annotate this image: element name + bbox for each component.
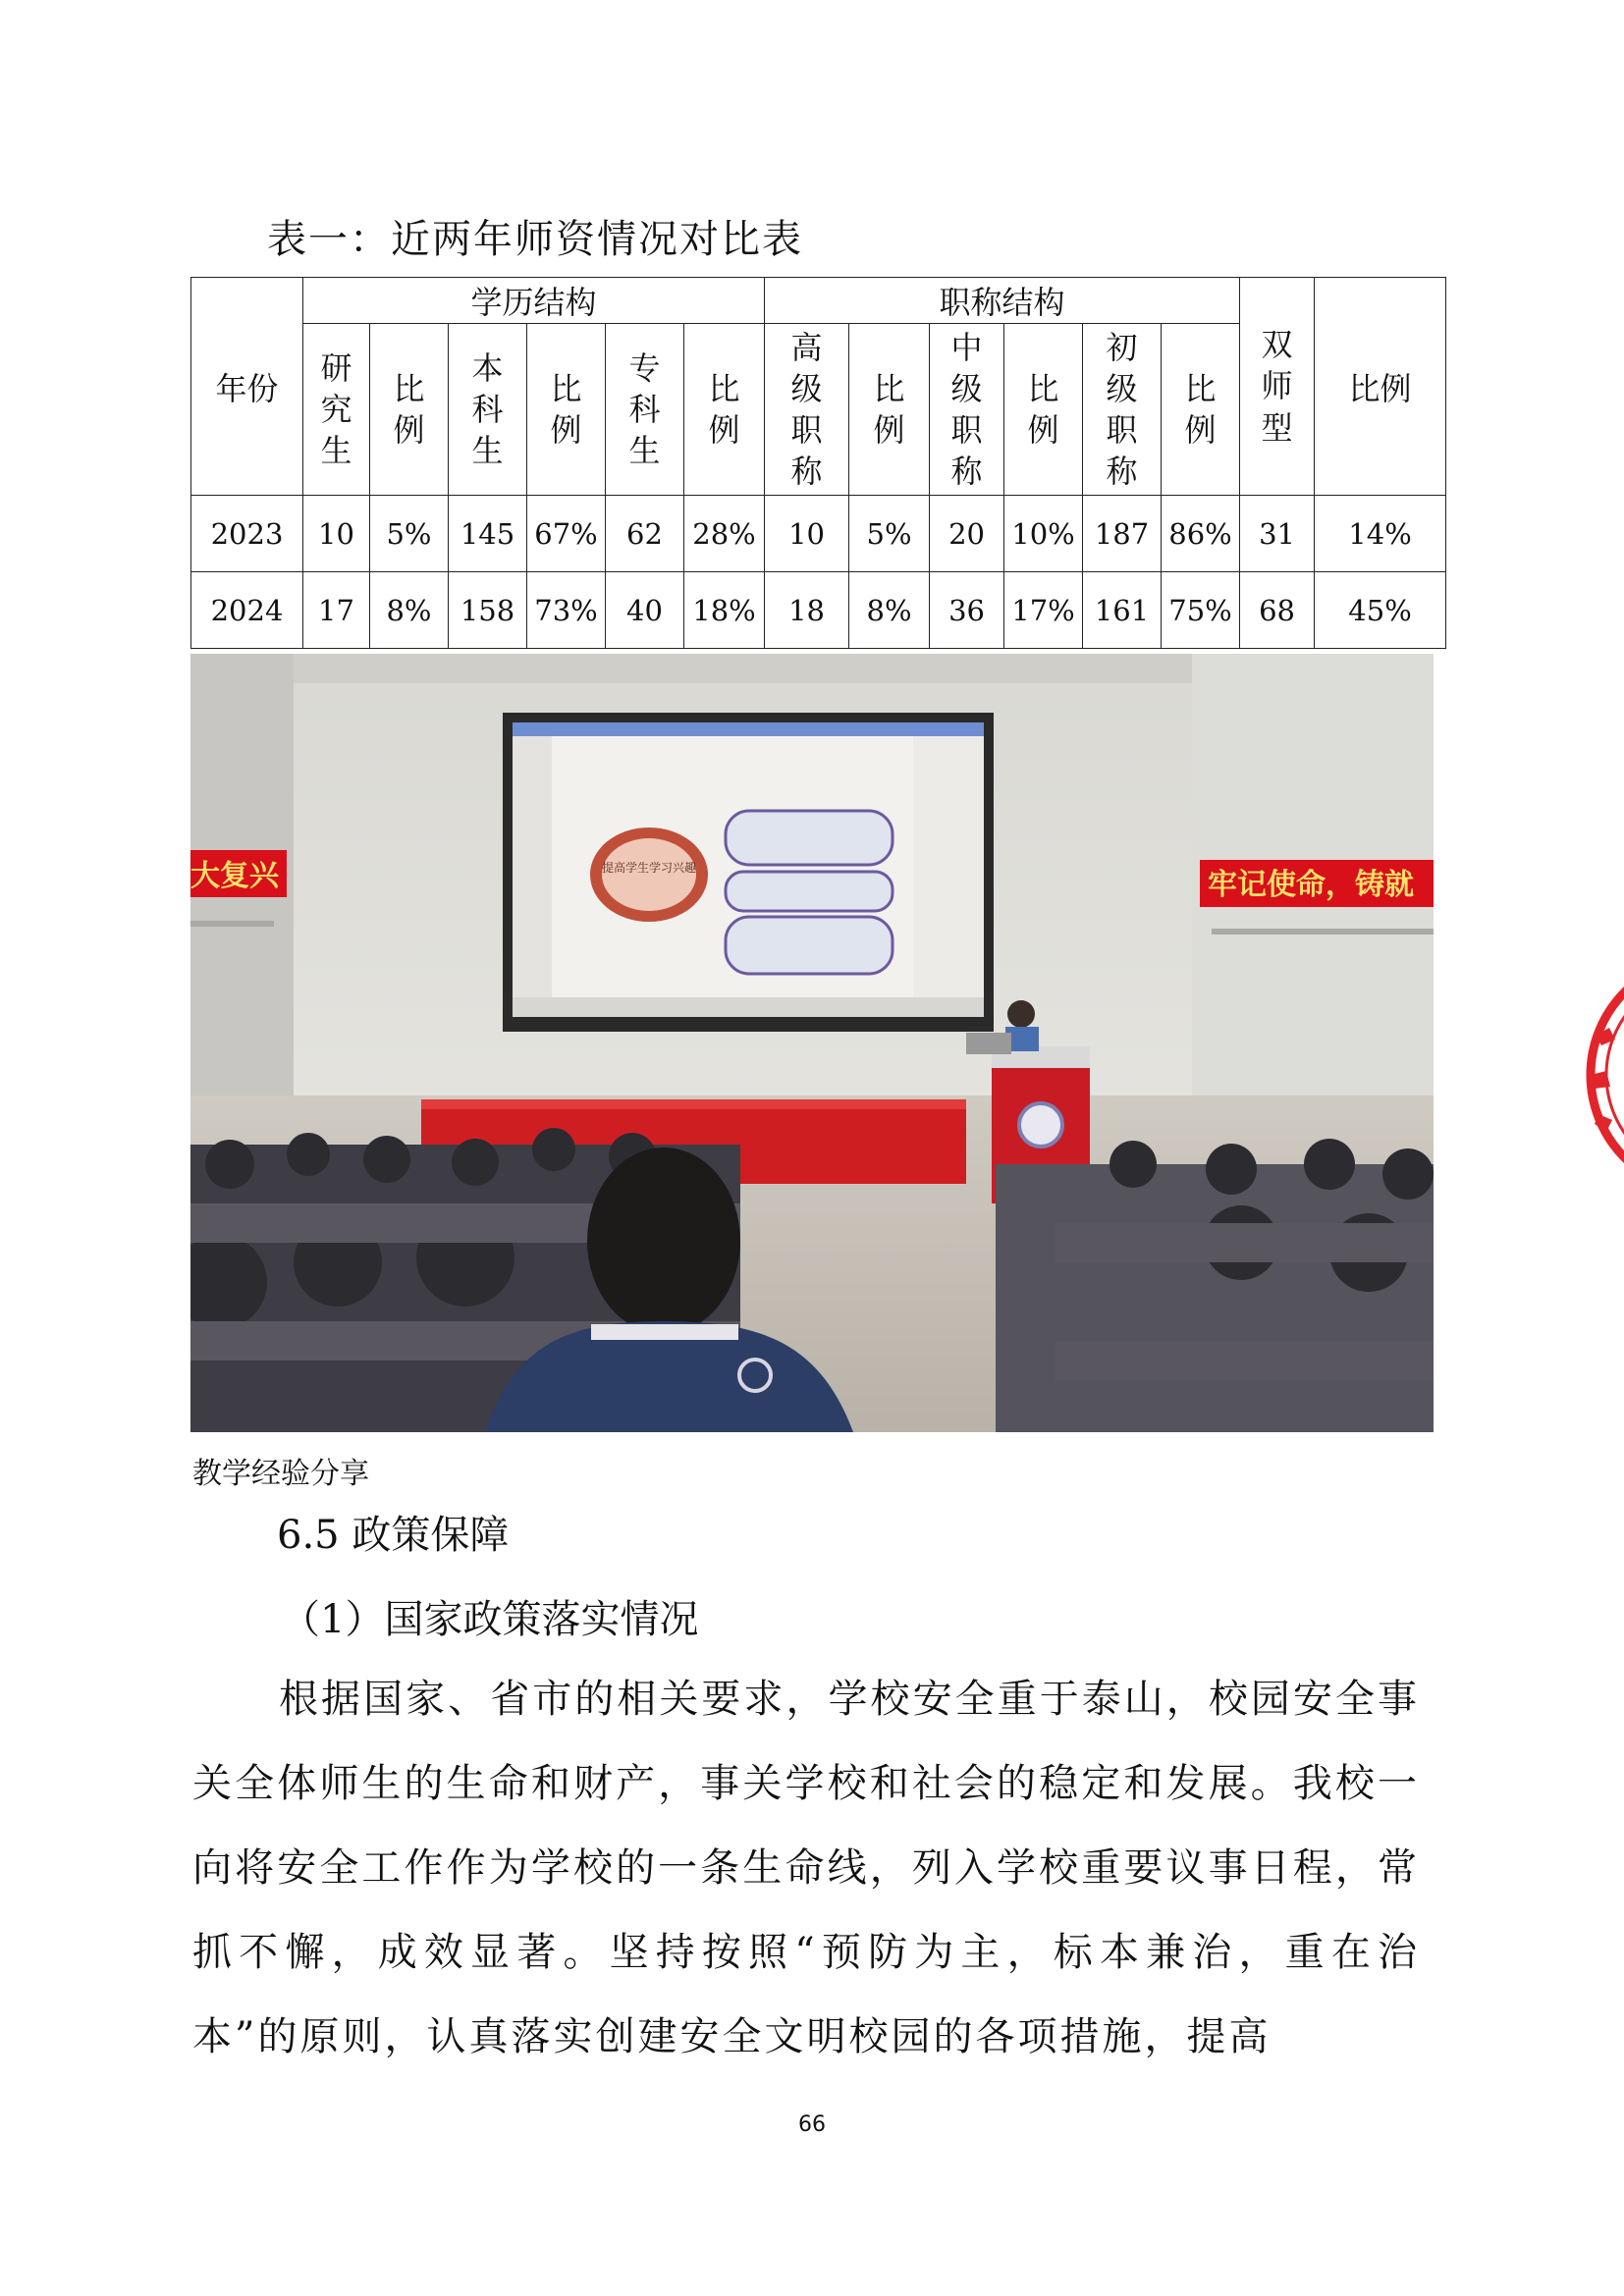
screen-center-text: 提高学生学习兴趣 [601,861,697,875]
education-group-header: 学历结构 [303,278,765,324]
data-cell: 67% [527,496,606,572]
column-header: 比例 [527,324,606,496]
section-heading: 6.5 政策保障 [277,1513,510,1558]
official-seal-stamp [1551,952,1624,1198]
column-header: 比例 [1004,324,1083,496]
column-header: 高级职称 [765,324,849,496]
page-number: 66 [798,2112,826,2137]
data-cell: 20 [930,496,1004,572]
data-cell: 158 [449,572,527,649]
table-title: 表一：近两年师资情况对比表 [267,217,803,262]
data-cell: 8% [849,572,930,649]
column-header: 专科生 [606,324,684,496]
data-cell: 187 [1083,496,1162,572]
data-cell: 28% [684,496,765,572]
data-cell: 31 [1240,496,1315,572]
year-cell: 2023 [191,496,303,572]
data-cell: 36 [930,572,1004,649]
column-header: 比例 [1162,324,1240,496]
data-cell: 10% [1004,496,1083,572]
column-header: 双师型 [1240,278,1315,496]
data-cell: 18% [684,572,765,649]
data-cell: 5% [849,496,930,572]
column-header: 比例 [849,324,930,496]
data-cell: 10 [765,496,849,572]
column-header: 初级职称 [1083,324,1162,496]
data-cell: 62 [606,496,684,572]
column-header: 比例 [684,324,765,496]
data-cell: 17% [1004,572,1083,649]
column-header: 比例 [370,324,449,496]
banner-right-text: 牢记使命，铸就 [1208,868,1414,902]
column-header: 中级职称 [930,324,1004,496]
lecture-hall-photo [190,654,1434,1432]
column-header: 本科生 [449,324,527,496]
data-cell: 5% [370,496,449,572]
data-cell: 75% [1162,572,1240,649]
data-cell: 18 [765,572,849,649]
data-cell: 145 [449,496,527,572]
data-cell: 14% [1315,496,1446,572]
data-cell: 73% [527,572,606,649]
table-row [191,496,1446,572]
data-cell: 8% [370,572,449,649]
body-paragraph: 根据国家、省市的相关要求，学校安全重于泰山，校园安全事关全体师生的生命和财产，事关学校和社会的稳定和发展。我校一向将安全工作作为学校的一条生命线，列入学校重要议事日程，常抓不懈，成效显著。坚持按照“预防为主，标本兼治，重在治本”的原则，认真落实创建安全文明校园的各项措施，提高 [192,1677,1420,2059]
table-row [191,572,1446,649]
data-cell: 68 [1240,572,1315,649]
column-header: 比例 [1315,278,1446,496]
data-cell: 10 [303,496,370,572]
data-cell: 17 [303,572,370,649]
year-cell: 2024 [191,572,303,649]
banner-left-text: 大复兴 [190,859,279,893]
photo-caption: 教学经验分享 [192,1457,369,1491]
data-cell: 40 [606,572,684,649]
data-cell: 45% [1315,572,1446,649]
column-header: 研究生 [303,324,370,496]
data-cell: 161 [1083,572,1162,649]
subsection-heading: （1）国家政策落实情况 [281,1597,699,1642]
data-cell: 86% [1162,496,1240,572]
staff-comparison-table [190,277,1446,649]
title-group-header: 职称结构 [765,278,1240,324]
year-header: 年份 [191,278,303,496]
